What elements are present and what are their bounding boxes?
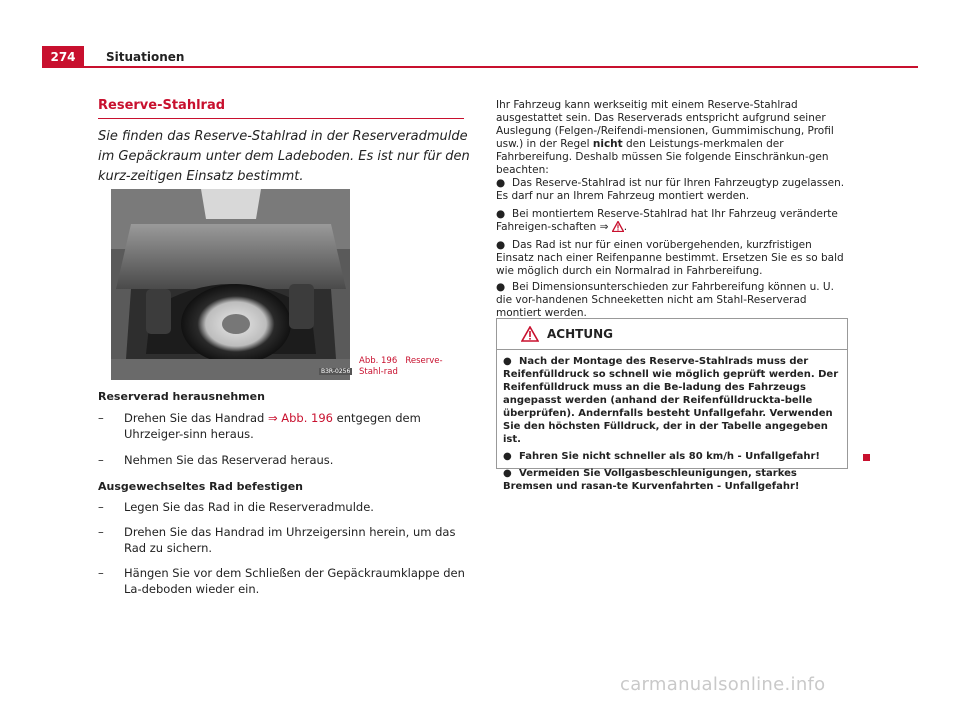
- bullet-text: Bei montiertem Reserve-Stahlrad hat Ihr Fahrzeug veränderte Fahreigen-schaften: [496, 208, 838, 233]
- para-text: Ihr Fahrzeug kann werkseitig mit einem Reserve-Stahlrad ausgestattet sein. Das Reserverads entspricht aufgrund seiner Auslegung (Felgen-/Reifendi-mensionen, Gummimischung, Profil usw.) in der Regel: [496, 99, 834, 150]
- figure-xref-link[interactable]: ⇒ Abb. 196: [267, 411, 333, 425]
- warning-item-2: [503, 450, 843, 463]
- figure-caption: [359, 356, 467, 378]
- step-dash: –: [98, 453, 104, 467]
- bullet-icon: ●: [503, 356, 512, 367]
- secure-step-1: [98, 499, 470, 515]
- bullet-text: Bei Dimensionsunterschieden zur Fahrbereifung können u. U. die vor-handenen Schneeketten nicht am Stahl-Reserverad montiert werden.: [496, 281, 834, 319]
- step-text-after: entgegen dem Uhrzeiger-sinn heraus.: [124, 411, 421, 441]
- warning-text: Fahren Sie nicht schneller als 80 km/h - Unfallgefahr!: [519, 451, 820, 462]
- bullet-item-4: [496, 281, 848, 320]
- bullet-item-3: [496, 239, 848, 278]
- step-text-before: Drehen Sie das Handrad: [124, 411, 268, 425]
- bullet-icon: ●: [503, 468, 512, 479]
- warning-triangle-icon[interactable]: [612, 221, 624, 232]
- warning-text: Vermeiden Sie Vollgasbeschleunigungen, starkes Bremsen und rasan-te Kurvenfahrten - Unfallgefahr!: [503, 468, 800, 492]
- section-title: Reserve-Stahlrad: [98, 98, 226, 113]
- header-rule: [42, 66, 918, 68]
- bullet-icon: ●: [503, 451, 512, 462]
- warning-header: [497, 319, 847, 350]
- warning-item-3: [503, 467, 843, 493]
- bullet-text: .: [623, 221, 628, 233]
- bullet-icon: ●: [496, 239, 506, 251]
- secure-step-2: [98, 524, 470, 556]
- xref-arrow[interactable]: ⇒: [599, 221, 609, 233]
- secure-heading: Ausgewechseltes Rad befestigen: [98, 480, 303, 493]
- para-text: den Leistungs-merkmalen der Fahrbereifung. Deshalb müssen Sie folgende Einschränkun-gen beachten:: [496, 138, 829, 176]
- section-rule: [98, 118, 464, 119]
- warning-triangle-icon: [521, 326, 539, 342]
- warning-box: [496, 318, 848, 492]
- warning-item-1: [503, 355, 843, 446]
- step-dash: –: [98, 525, 104, 539]
- section-intro: Sie finden das Reserve-Stahlrad in der Reserveradmulde im Gepäckraum unter dem Ladeboden. Es ist nur für den kurz-zeitigen Einsatz bestimmt.: [98, 129, 470, 184]
- secure-step-3: [98, 565, 470, 597]
- figure-code: B3R-0256: [321, 368, 351, 375]
- bullet-icon: ●: [496, 177, 506, 189]
- warning-body: [503, 355, 843, 497]
- step-text: Nehmen Sie das Reserverad heraus.: [124, 453, 334, 467]
- figure-caption-text: Reserve-Stahl-rad: [359, 356, 443, 377]
- remove-step-1: [98, 410, 470, 442]
- bullet-icon: ●: [496, 208, 506, 220]
- step-text: [124, 410, 470, 442]
- spare-wheel-figure: [111, 189, 350, 380]
- figure-caption-number: Abb. 196: [359, 356, 398, 366]
- bullet-text: Das Rad ist nur für einen vorübergehenden, kurzfristigen Einsatz nach einer Reifenpanne bestimmt. Ersetzen Sie es so bald wie möglich durch ein Normalrad in Fahrbereifung.: [496, 239, 844, 277]
- watermark: carmanualsonline.info: [620, 674, 826, 695]
- bullet-text: Das Reserve-Stahlrad ist nur für Ihren Fahrzeugtyp zugelassen. Es darf nur an Ihrem Fahrzeug montiert werden.: [496, 177, 845, 202]
- intro-paragraph: [496, 99, 848, 177]
- step-text: Legen Sie das Rad in die Reserveradmulde.: [124, 500, 374, 514]
- bullet-item-1: [496, 177, 848, 203]
- page-number: 274: [42, 46, 84, 68]
- running-title: Situationen: [106, 50, 185, 64]
- step-dash: –: [98, 500, 104, 514]
- step-text: Drehen Sie das Handrad im Uhrzeigersinn herein, um das Rad zu sichern.: [124, 525, 456, 555]
- warning-text: Nach der Montage des Reserve-Stahlrads muss der Reifenfülldruck so schnell wie möglich geprüft werden. Der Reifenfülldruck muss an die Be-ladung des Fahrzeugs angepasst werden (anhand der Reifenfülldruckta-belle überprüfen). Andernfalls besteht Unfallgefahr. Verwenden Sie den höchsten Fülldruck, der in der Tabelle angegeben ist.: [503, 356, 839, 445]
- remove-heading: Reserverad herausnehmen: [98, 390, 265, 403]
- bullet-item-2: [496, 208, 848, 234]
- step-dash: –: [98, 566, 104, 580]
- step-text: Hängen Sie vor dem Schließen der Gepäckraumklappe den La-deboden wieder ein.: [124, 566, 465, 596]
- section-end-marker: [863, 454, 870, 461]
- bullet-icon: ●: [496, 281, 506, 293]
- spare-wheel-illustration: [111, 189, 350, 380]
- remove-step-2: [98, 452, 470, 468]
- para-bold: nicht: [592, 138, 623, 150]
- step-dash: –: [98, 411, 104, 425]
- warning-label: ACHTUNG: [547, 327, 613, 341]
